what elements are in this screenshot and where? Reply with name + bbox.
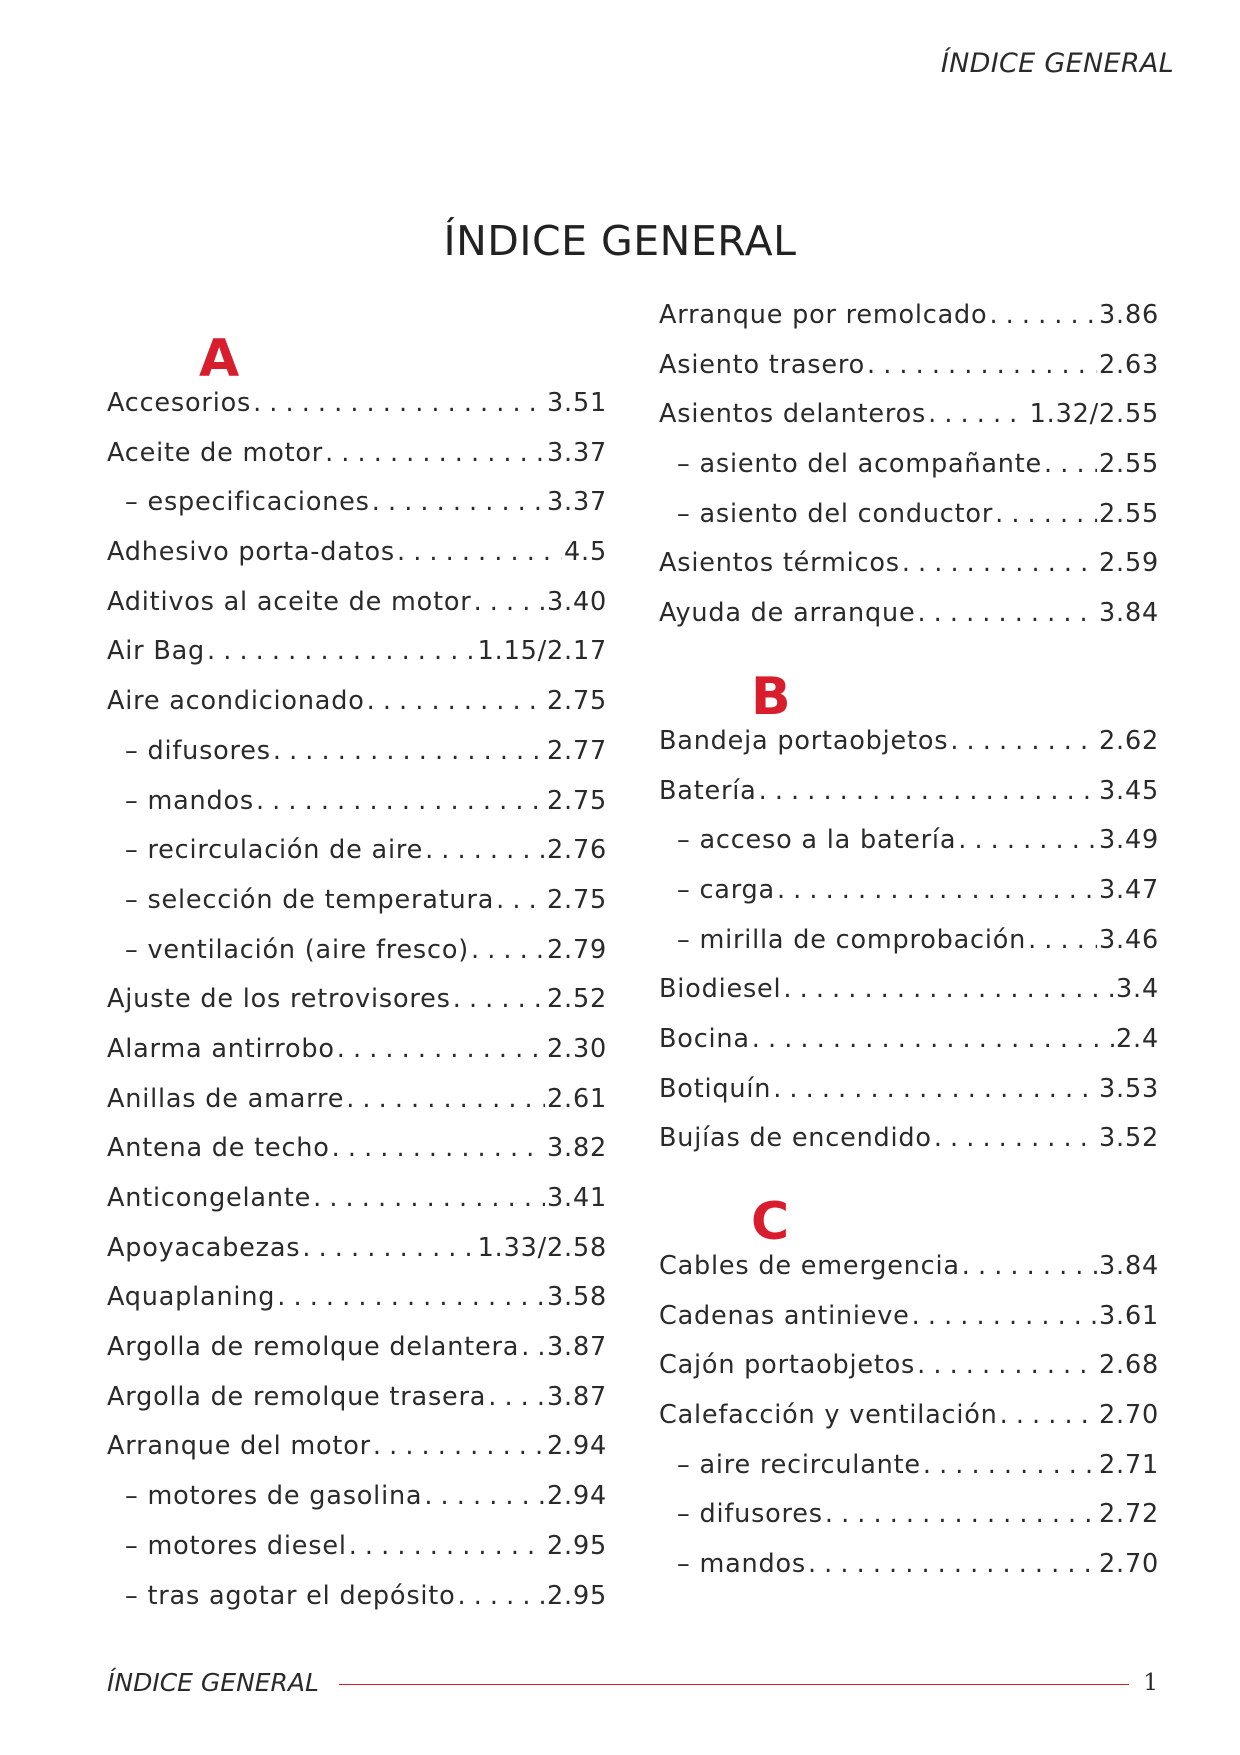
entry-label: – selección de temperatura xyxy=(125,884,495,915)
entry-label: – difusores xyxy=(677,1499,823,1530)
dot-leader xyxy=(373,1431,545,1461)
entry-page-ref: 3.52 xyxy=(1099,1123,1159,1154)
entry-label: Bocina xyxy=(659,1023,750,1054)
entry-label: Bujías de encendido xyxy=(659,1123,932,1154)
entry-page-ref: 3.84 xyxy=(1099,598,1159,629)
index-entry xyxy=(107,686,607,736)
entry-label: Argolla de remolque trasera xyxy=(107,1381,487,1412)
section-letter-c: C xyxy=(751,1192,790,1252)
entry-label: – aire recirculante xyxy=(677,1449,921,1480)
entry-page-ref: 2.70 xyxy=(1099,1549,1159,1580)
dot-leader xyxy=(337,1034,545,1064)
entry-page-ref: 3.82 xyxy=(547,1133,607,1164)
entry-page-ref: 2.94 xyxy=(547,1431,607,1462)
dot-leader xyxy=(367,686,545,716)
entry-page-ref: 2.68 xyxy=(1099,1350,1159,1381)
entry-page-ref: 2.95 xyxy=(547,1530,607,1561)
entry-page-ref: 2.75 xyxy=(547,785,607,816)
entry-label: – acceso a la batería xyxy=(677,825,957,856)
dot-leader xyxy=(277,1282,545,1312)
page-footer xyxy=(107,1668,1158,1697)
entry-label: Adhesivo porta-datos xyxy=(107,537,395,568)
entry-label: Calefacción y ventilación xyxy=(659,1400,998,1431)
dot-leader xyxy=(397,537,562,567)
index-entry xyxy=(107,1382,607,1432)
dot-leader xyxy=(302,1233,475,1263)
entry-label: Air Bag xyxy=(107,636,206,667)
entry-page-ref: 1.33/2.58 xyxy=(477,1232,607,1263)
dot-leader xyxy=(1000,1400,1097,1430)
index-entry xyxy=(107,388,607,438)
entry-label: – asiento del acompañante xyxy=(677,449,1043,480)
entry-page-ref: 2.52 xyxy=(547,984,607,1015)
entry-page-ref: 2.63 xyxy=(1099,349,1159,380)
dot-leader xyxy=(958,825,1097,855)
index-entry xyxy=(659,1450,1159,1500)
dot-leader xyxy=(453,984,545,1014)
dot-leader xyxy=(325,438,545,468)
entry-label: Anticongelante xyxy=(107,1183,312,1213)
index-entry xyxy=(107,1531,607,1581)
dot-leader xyxy=(424,1481,545,1511)
entry-page-ref: 2.72 xyxy=(1099,1499,1159,1530)
entry-page-ref: 2.61 xyxy=(547,1083,607,1114)
index-entry xyxy=(107,1431,607,1481)
index-entry xyxy=(107,1183,607,1233)
dot-leader xyxy=(752,1024,1114,1054)
dot-leader xyxy=(425,835,545,865)
index-entry xyxy=(107,537,607,587)
dot-leader xyxy=(783,974,1114,1004)
dot-leader xyxy=(962,1251,1097,1281)
dot-leader xyxy=(867,350,1097,380)
index-entry xyxy=(659,350,1159,400)
index-entry xyxy=(107,1282,607,1332)
entry-label: Antena de techo xyxy=(107,1133,330,1164)
dot-leader xyxy=(989,300,1097,330)
index-entry xyxy=(659,1251,1159,1301)
index-entry xyxy=(659,1123,1159,1173)
index-entry xyxy=(659,1301,1159,1351)
entry-label: Anillas de amarre xyxy=(107,1083,345,1114)
entry-label: Cajón portaobjetos xyxy=(659,1350,916,1381)
entry-label: Cables de emergencia xyxy=(659,1251,960,1281)
index-entry xyxy=(107,487,607,537)
dot-leader xyxy=(902,548,1097,578)
entry-label: – carga xyxy=(677,874,775,905)
entry-page-ref: 3.4 xyxy=(1116,974,1159,1005)
index-entry xyxy=(107,984,607,1034)
entry-list xyxy=(659,1251,1159,1599)
entry-page-ref: 2.79 xyxy=(547,934,607,965)
index-entry xyxy=(107,1133,607,1183)
entry-label: Aditivos al aceite de motor xyxy=(107,586,472,617)
entry-label: – especificaciones xyxy=(125,487,370,518)
entry-page-ref: 3.46 xyxy=(1099,924,1159,955)
entry-page-ref: 2.30 xyxy=(547,1033,607,1064)
dot-leader xyxy=(1028,925,1097,955)
entry-label: – asiento del conductor xyxy=(677,498,994,529)
entry-label: Ajuste de los retrovisores xyxy=(107,984,451,1015)
index-entry xyxy=(107,587,607,637)
dot-leader xyxy=(273,736,545,766)
dot-leader xyxy=(207,636,476,666)
index-entry xyxy=(107,935,607,985)
dot-leader xyxy=(474,587,545,617)
entry-label: – tras agotar el depósito xyxy=(125,1580,456,1611)
entry-label: Aquaplaning xyxy=(107,1282,276,1313)
entry-page-ref: 3.40 xyxy=(547,586,607,617)
entry-label: Accesorios xyxy=(107,388,252,418)
right-column xyxy=(659,300,1159,1599)
section-letter-a: A xyxy=(199,329,240,389)
index-entry xyxy=(107,835,607,885)
entry-page-ref: 3.37 xyxy=(547,487,607,518)
entry-page-ref: 2.77 xyxy=(547,735,607,766)
entry-label: – mandos xyxy=(125,785,254,816)
entry-label: Argolla de remolque delantera xyxy=(107,1332,520,1363)
entry-page-ref: 3.45 xyxy=(1099,775,1159,806)
index-entry xyxy=(107,636,607,686)
entry-page-ref: 1.15/2.17 xyxy=(477,636,607,667)
footer-section-title: ÍNDICE GENERAL xyxy=(107,1668,319,1697)
index-entry xyxy=(659,1074,1159,1124)
entry-label: – motores de gasolina xyxy=(125,1481,423,1512)
index-entry xyxy=(107,736,607,786)
entry-page-ref: 3.49 xyxy=(1099,825,1159,856)
entry-page-ref: 3.58 xyxy=(547,1282,607,1313)
index-entry xyxy=(659,825,1159,875)
entry-label: Botiquín xyxy=(659,1073,772,1104)
entry-page-ref: 4.5 xyxy=(564,537,607,568)
entry-label: Arranque del motor xyxy=(107,1431,371,1462)
index-entry xyxy=(659,875,1159,925)
index-entry xyxy=(659,1499,1159,1549)
entry-page-ref: 1.32/2.55 xyxy=(1029,399,1159,430)
page-number: 1 xyxy=(1143,1669,1158,1696)
dot-leader xyxy=(995,499,1097,529)
entry-label: – ventilación (aire fresco) xyxy=(125,934,469,965)
entry-page-ref: 2.75 xyxy=(547,686,607,717)
dot-leader xyxy=(928,399,1028,429)
entry-label: – difusores xyxy=(125,735,271,766)
dot-leader xyxy=(313,1183,545,1213)
index-entry xyxy=(659,925,1159,975)
entry-page-ref: 2.70 xyxy=(1099,1400,1159,1431)
entry-page-ref: 2.55 xyxy=(1099,449,1159,480)
entry-label: Alarma antirrobo xyxy=(107,1033,335,1064)
index-entry xyxy=(659,548,1159,598)
index-entry xyxy=(659,399,1159,449)
entry-list xyxy=(659,300,1159,648)
dot-leader xyxy=(256,786,545,816)
index-entry xyxy=(659,449,1159,499)
index-entry xyxy=(659,1400,1159,1450)
entry-page-ref: 3.86 xyxy=(1099,300,1159,330)
dot-leader xyxy=(773,1074,1097,1104)
index-entry xyxy=(107,1481,607,1531)
dot-leader xyxy=(471,935,545,965)
index-entry xyxy=(107,1581,607,1631)
left-column xyxy=(107,330,607,1630)
entry-label: Ayuda de arranque xyxy=(659,598,916,629)
dot-leader xyxy=(253,388,545,418)
dot-leader xyxy=(808,1549,1097,1579)
index-entry xyxy=(659,499,1159,549)
entry-label: – mirilla de comprobación xyxy=(677,924,1027,955)
index-entry xyxy=(107,786,607,836)
index-entry xyxy=(659,598,1159,648)
entry-label: Aceite de motor xyxy=(107,437,324,468)
dot-leader xyxy=(777,875,1097,905)
dot-leader xyxy=(372,487,545,517)
index-entry xyxy=(107,1084,607,1134)
entry-page-ref: 2.4 xyxy=(1116,1023,1159,1054)
entry-page-ref: 3.53 xyxy=(1099,1073,1159,1104)
entry-page-ref: 3.41 xyxy=(547,1183,607,1213)
section-letter-b: B xyxy=(751,666,791,727)
entry-label: Asiento trasero xyxy=(659,349,865,380)
dot-leader xyxy=(934,1123,1097,1153)
dot-leader xyxy=(912,1301,1097,1331)
entry-list xyxy=(659,726,1159,1173)
index-entry xyxy=(659,1549,1159,1599)
footer-rule xyxy=(339,1684,1129,1685)
index-entry xyxy=(659,1024,1159,1074)
entry-page-ref: 2.55 xyxy=(1099,498,1159,529)
index-entry xyxy=(659,776,1159,826)
entry-page-ref: 3.37 xyxy=(547,437,607,468)
entry-label: Apoyacabezas xyxy=(107,1232,301,1263)
entry-label: – motores diesel xyxy=(125,1530,347,1561)
entry-page-ref: 2.75 xyxy=(547,884,607,915)
dot-leader xyxy=(1044,449,1097,479)
entry-page-ref: 2.62 xyxy=(1099,725,1159,756)
entry-label: Biodiesel xyxy=(659,974,782,1005)
dot-leader xyxy=(759,776,1097,806)
entry-page-ref: 3.47 xyxy=(1099,874,1159,905)
entry-page-ref: 2.71 xyxy=(1099,1449,1159,1480)
dot-leader xyxy=(458,1581,546,1611)
index-entry xyxy=(659,300,1159,350)
dot-leader xyxy=(917,1350,1097,1380)
entry-label: Asientos térmicos xyxy=(659,548,900,579)
entry-page-ref: 3.84 xyxy=(1099,1251,1159,1281)
entry-page-ref: 2.94 xyxy=(547,1481,607,1512)
entry-list xyxy=(107,388,607,1630)
entry-label: – recirculación de aire xyxy=(125,835,424,866)
entry-label: Bandeja portaobjetos xyxy=(659,725,949,756)
index-entry xyxy=(107,438,607,488)
running-header: ÍNDICE GENERAL xyxy=(940,48,1174,79)
dot-leader xyxy=(917,598,1097,628)
dot-leader xyxy=(332,1133,545,1163)
entry-label: Cadenas antinieve xyxy=(659,1300,910,1331)
entry-label: Aire acondicionado xyxy=(107,686,365,717)
index-entry xyxy=(659,726,1159,776)
entry-page-ref: 2.59 xyxy=(1099,548,1159,579)
index-entry xyxy=(107,1034,607,1084)
entry-label: Batería xyxy=(659,775,757,806)
index-entry xyxy=(107,885,607,935)
entry-page-ref: 3.87 xyxy=(547,1332,607,1363)
dot-leader xyxy=(488,1382,545,1412)
dot-leader xyxy=(825,1499,1097,1529)
entry-page-ref: 2.76 xyxy=(547,835,607,866)
index-entry xyxy=(659,974,1159,1024)
dot-leader xyxy=(496,885,545,915)
index-entry xyxy=(659,1350,1159,1400)
entry-page-ref: 3.87 xyxy=(547,1381,607,1412)
dot-leader xyxy=(950,726,1097,756)
dot-leader xyxy=(346,1084,545,1114)
page-title: ÍNDICE GENERAL xyxy=(443,217,797,265)
index-entry xyxy=(107,1332,607,1382)
index-entry xyxy=(107,1233,607,1283)
entry-label: Asientos delanteros xyxy=(659,399,927,430)
dot-leader xyxy=(923,1450,1097,1480)
entry-label: Arranque por remolcado xyxy=(659,300,988,330)
dot-leader xyxy=(349,1531,545,1561)
entry-page-ref: 2.95 xyxy=(547,1580,607,1611)
entry-page-ref: 3.61 xyxy=(1099,1300,1159,1331)
dot-leader xyxy=(521,1332,545,1362)
entry-page-ref: 3.51 xyxy=(547,388,607,418)
entry-label: – mandos xyxy=(677,1549,806,1580)
